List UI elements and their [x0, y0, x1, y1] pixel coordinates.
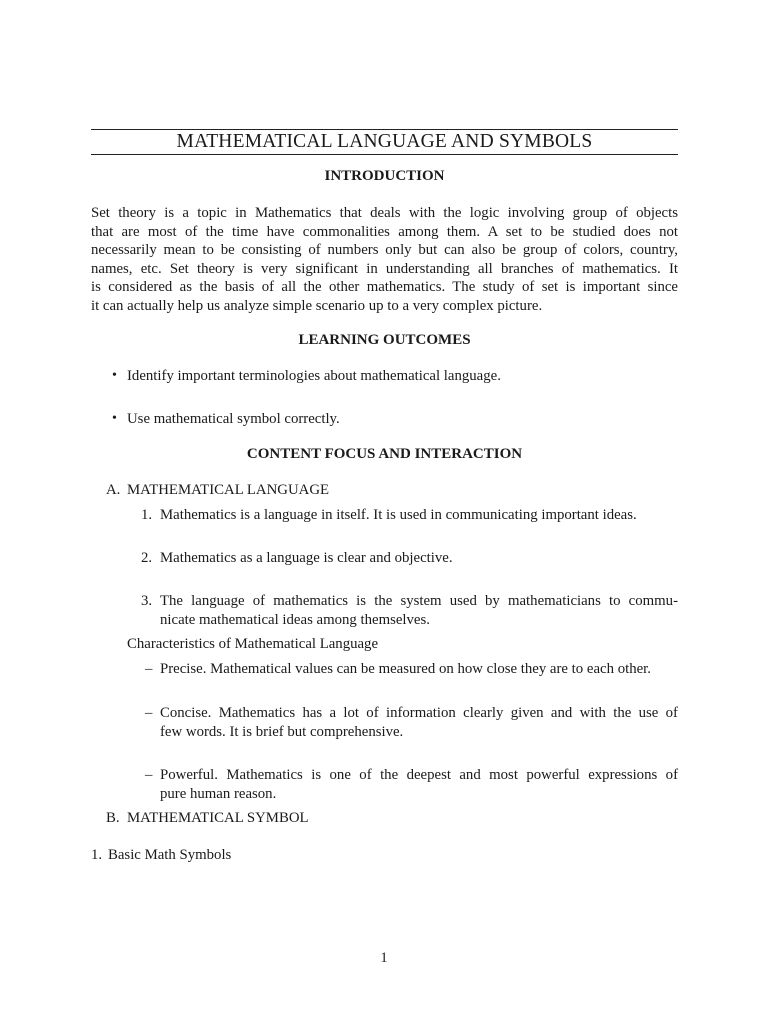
sub-item-number: 1. [91, 847, 103, 863]
characteristic-line: Powerful. Mathematics is one of the deepest and most powerful expressions of [160, 767, 678, 783]
learning-outcomes-heading: LEARNING OUTCOMES [298, 332, 471, 348]
dash-icon: – [145, 661, 153, 677]
characteristic-line: Concise. Mathematics has a lot of information clearly given and with the use of [160, 705, 678, 721]
bullet-icon: • [112, 368, 117, 383]
document-title: MATHEMATICAL LANGUAGE AND SYMBOLS [176, 131, 593, 152]
introduction-paragraph [91, 204, 678, 316]
introduction-line: is considered as the basis of all the other mathematics. The study of set is important since [91, 279, 678, 296]
introduction-line: it can actually help us analyze simple scenario up to a very complex picture. [91, 297, 543, 314]
introduction-heading: INTRODUCTION [324, 168, 445, 184]
characteristic-line: pure human reason. [160, 785, 277, 802]
list-item-number: 2. [141, 550, 153, 566]
characteristic-item [160, 704, 678, 741]
introduction-line: names, etc. Set theory is very significant in understanding all branches of mathematics. It [91, 260, 678, 277]
list-item-line: nicate mathematical ideas among themselves. [160, 611, 430, 628]
content-focus-heading: CONTENT FOCUS AND INTERACTION [246, 446, 523, 462]
learning-outcome-item: Use mathematical symbol correctly. [127, 411, 340, 427]
sub-item-label: Basic Math Symbols [108, 847, 232, 863]
list-item [160, 592, 678, 629]
dash-icon: – [145, 705, 153, 721]
list-item: Mathematics is a language in itself. It is used in communicating important ideas. [160, 507, 637, 523]
dash-icon: – [145, 767, 153, 783]
list-item-number: 3. [141, 593, 153, 609]
section-a-label: MATHEMATICAL LANGUAGE [127, 482, 330, 498]
bullet-icon: • [112, 411, 117, 426]
list-item: Mathematics as a language is clear and objective. [160, 550, 453, 566]
introduction-line: necessarily mean to be consisting of numbers only but can also be group of colors, country, [91, 242, 678, 259]
list-item-number: 1. [141, 507, 153, 523]
section-b-marker: B. [106, 810, 120, 826]
introduction-line: that are most of the time have commonalities among them. A set to be studied does not [91, 223, 678, 240]
characteristics-heading: Characteristics of Mathematical Language [127, 636, 379, 652]
title-top-rule [91, 129, 678, 130]
section-a-marker: A. [106, 482, 121, 498]
characteristic-item: Precise. Mathematical values can be measured on how close they are to each other. [160, 661, 651, 677]
list-item-line: The language of mathematics is the system used by mathematicians to commu- [160, 593, 678, 609]
title-bottom-rule [91, 154, 678, 155]
section-b-label: MATHEMATICAL SYMBOL [127, 810, 309, 826]
introduction-line: Set theory is a topic in Mathematics that deals with the logic involving group of objects [91, 205, 678, 221]
characteristic-item [160, 766, 678, 803]
characteristic-line: few words. It is brief but comprehensive. [160, 723, 404, 740]
learning-outcome-item: Identify important terminologies about mathematical language. [127, 368, 501, 384]
page-number: 1 [380, 950, 388, 966]
